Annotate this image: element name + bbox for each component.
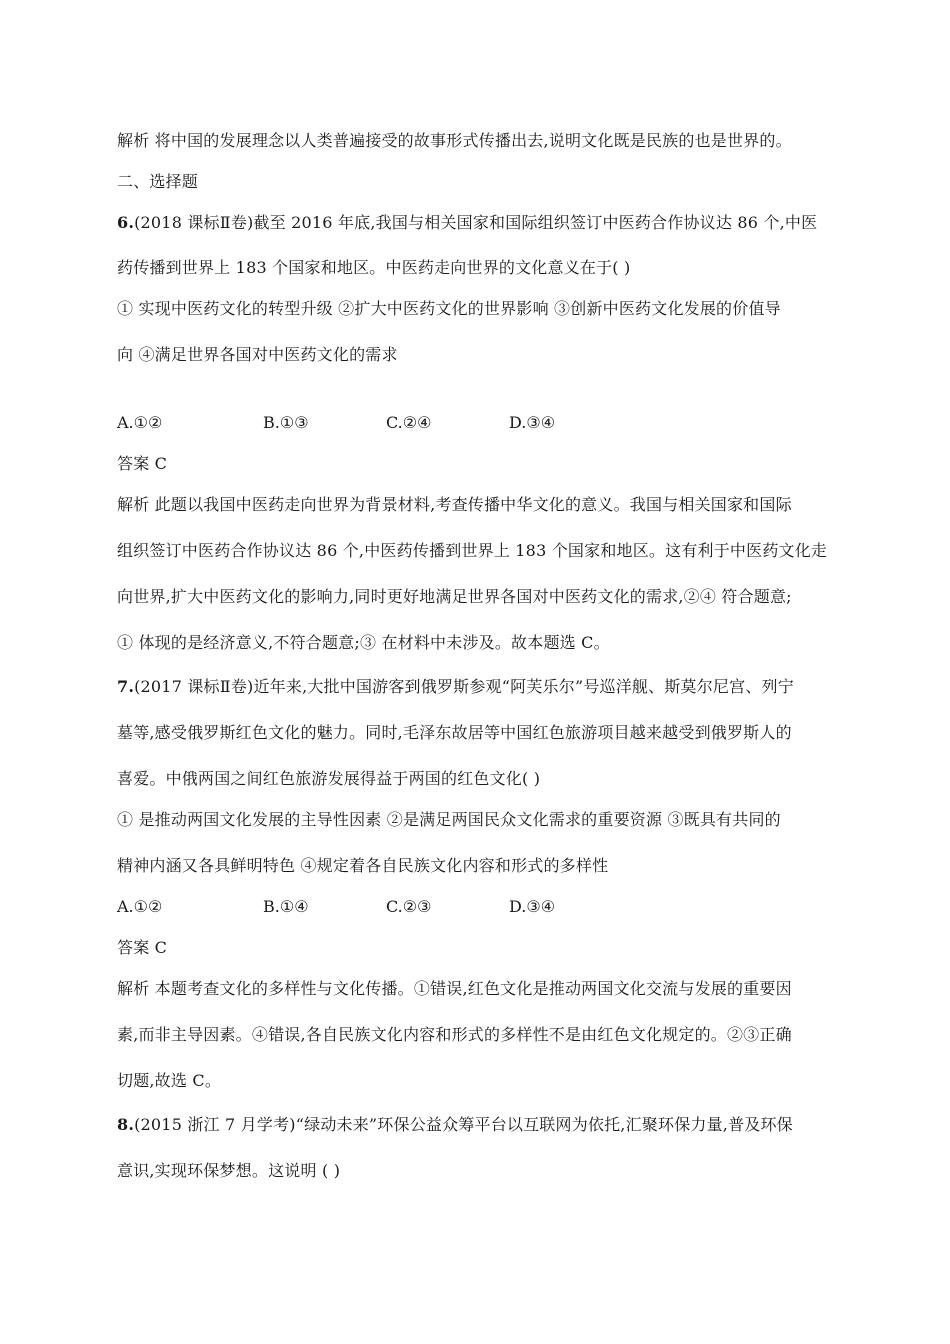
q7-stem-line-1 [117,677,794,697]
q6-items-line-2: 向 ④满足世界各国对中医药文化的需求 [117,345,398,364]
q7-stem-line-2: 墓等,感受俄罗斯红色文化的魅力。同时,毛泽东故居等中国红色旅游项目越来越受到俄罗斯人的 [117,723,792,742]
q6-stem-text-1: (2018 课标Ⅱ卷)截至 2016 年底,我国与相关国家和国际组织签订中医药合作协议达 86 个,中医 [134,213,818,232]
q8-number: 8. [117,1115,135,1134]
q7-stem-text-1: (2017 课标Ⅱ卷)近年来,大批中国游客到俄罗斯参观“阿芙乐尔”号巡洋舰、斯莫尔尼宫、列宁 [134,677,794,696]
q7-option-c: C.②③ [386,897,432,916]
q7-answer: 答案 C [117,938,168,957]
q6-analysis-line-4: ① 体现的是经济意义,不符合题意;③ 在材料中未涉及。故本题选 C。 [117,633,610,652]
q5-analysis: 解析 将中国的发展理念以人类普遍接受的故事形式传播出去,说明文化既是民族的也是世界的。 [117,131,792,150]
q8-stem-line-1 [117,1115,793,1135]
section-title: 二、选择题 [117,172,199,191]
q7-option-b: B.①④ [263,897,309,916]
q7-stem-line-3: 喜爱。中俄两国之间红色旅游发展得益于两国的红色文化( ) [117,769,541,788]
q7-number: 7. [117,677,135,696]
q6-option-b: B.①③ [263,413,309,432]
q6-option-d: D.③④ [509,413,556,432]
q7-items-line-2: 精神内涵又各具鲜明特色 ④规定着各自民族文化内容和形式的多样性 [117,856,609,875]
q6-analysis-line-2: 组织签订中医药合作协议达 86 个,中医药传播到世界上 183 个国家和地区。这有利于中医药文化走 [117,541,828,560]
q6-number: 6. [117,213,135,232]
q8-stem-line-2: 意识,实现环保梦想。这说明 ( ) [117,1161,341,1180]
q7-analysis-line-3: 切题,故选 C。 [117,1071,222,1090]
q6-stem-line-1 [117,213,817,233]
q6-option-a: A.①② [117,413,163,432]
q7-analysis-line-2: 素,而非主导因素。④错误,各自民族文化内容和形式的多样性不是由红色文化规定的。②③正确 [117,1025,792,1044]
q7-analysis-line-1: 解析 本题考查文化的多样性与文化传播。①错误,红色文化是推动两国文化交流与发展的重要因 [117,979,792,998]
q7-items-line-1: ① 是推动两国文化发展的主导性因素 ②是满足两国民众文化需求的重要资源 ③既具有共同的 [117,810,781,829]
q6-analysis-line-3: 向世界,扩大中医药文化的影响力,同时更好地满足世界各国对中医药文化的需求,②④ 符合题意; [117,587,792,606]
q6-analysis-line-1: 解析 此题以我国中医药走向世界为背景材料,考查传播中华文化的意义。我国与相关国家和国际 [117,495,792,514]
q6-stem-line-2: 药传播到世界上 183 个国家和地区。中医药走向世界的文化意义在于( ) [117,258,631,277]
q6-items-line-1: ① 实现中医药文化的转型升级 ②扩大中医药文化的世界影响 ③创新中医药文化发展的价值导 [117,299,781,318]
q7-option-d: D.③④ [509,897,556,916]
q6-option-c: C.②④ [386,413,432,432]
q7-option-a: A.①② [117,897,163,916]
q8-stem-text-1: (2015 浙江 7 月学考)“绿动未来”环保公益众筹平台以互联网为依托,汇聚环保力量,普及环保 [134,1115,793,1134]
q6-answer: 答案 C [117,454,168,473]
